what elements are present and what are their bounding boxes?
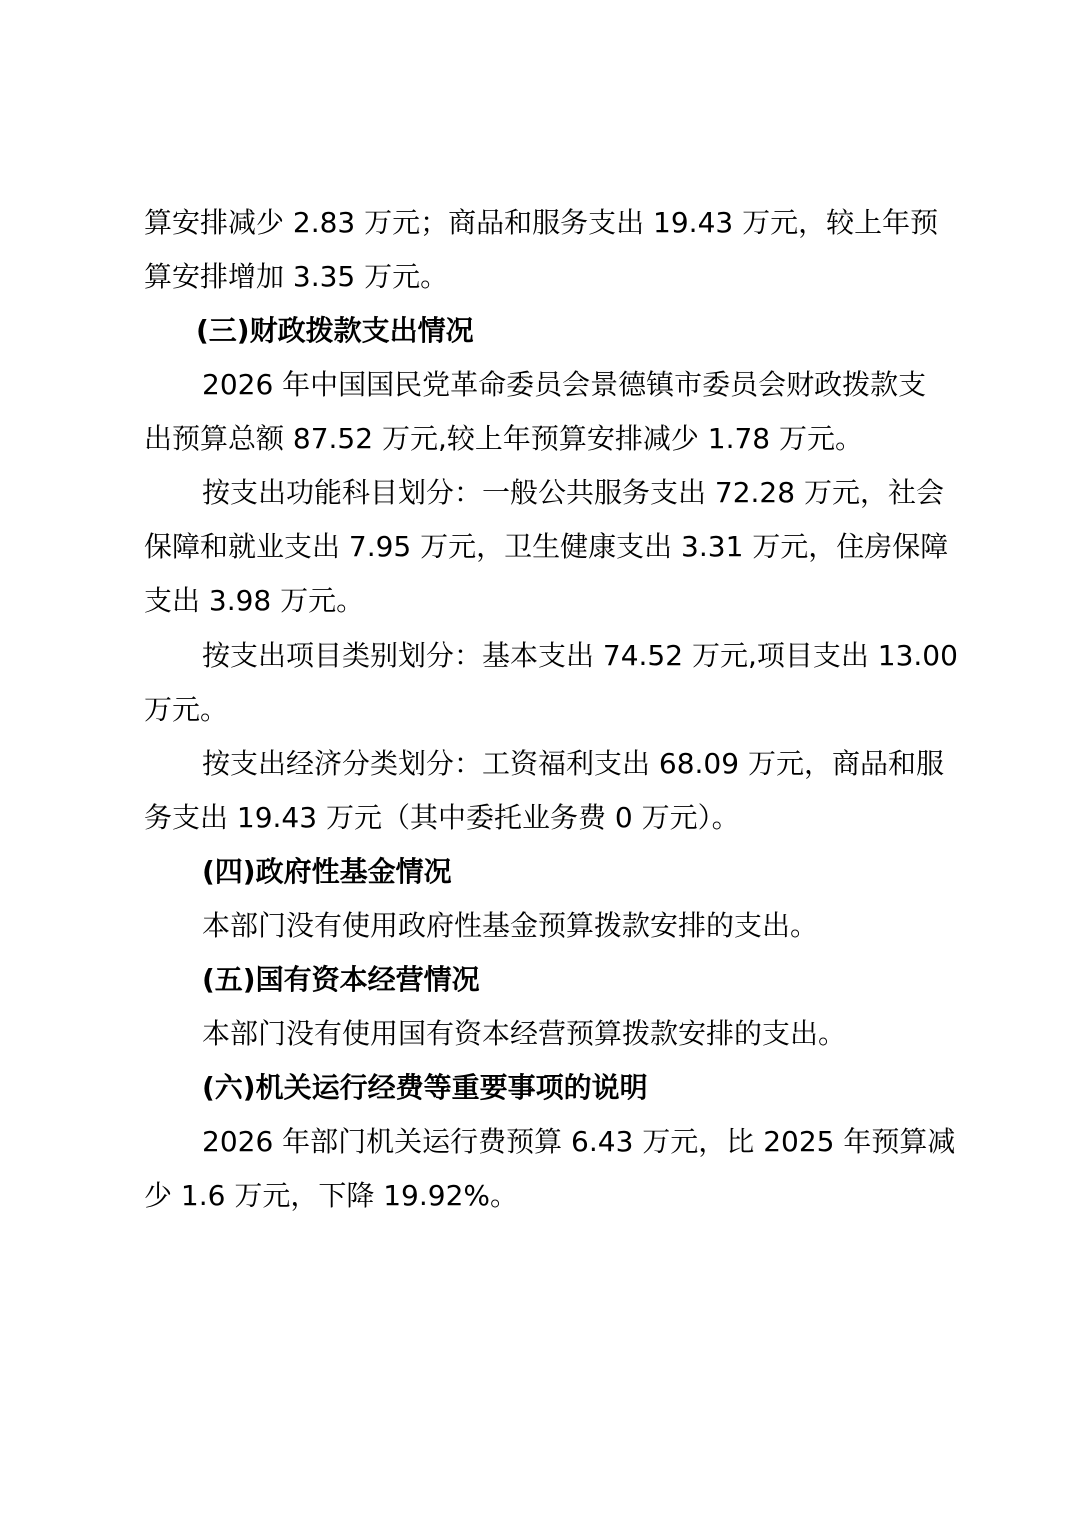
paragraph-line: 本部门没有使用国有资本经营预算拨款安排的支出。 xyxy=(202,1017,847,1050)
section-heading-4: (四)政府性基金情况 xyxy=(202,855,452,888)
section-heading-3: (三)财政拨款支出情况 xyxy=(196,314,474,347)
paragraph-line: 出预算总额 87.52 万元,较上年预算安排减少 1.78 万元。 xyxy=(144,422,864,455)
paragraph-line: 算安排增加 3.35 万元。 xyxy=(144,260,449,293)
paragraph-line: 按支出项目类别划分：基本支出 74.52 万元,项目支出 13.00 xyxy=(202,639,958,672)
paragraph-line: 2026 年部门机关运行费预算 6.43 万元，比 2025 年预算减 xyxy=(202,1125,956,1158)
paragraph-line: 按支出经济分类划分：工资福利支出 68.09 万元，商品和服 xyxy=(202,747,944,780)
paragraph-line: 万元。 xyxy=(144,693,229,726)
paragraph-line: 2026 年中国国民党革命委员会景德镇市委员会财政拨款支 xyxy=(202,368,927,401)
section-heading-5: (五)国有资本经营情况 xyxy=(202,963,480,996)
section-heading-6: (六)机关运行经费等重要事项的说明 xyxy=(202,1071,648,1104)
paragraph-line: 少 1.6 万元，下降 19.92%。 xyxy=(144,1179,518,1212)
paragraph-line: 保障和就业支出 7.95 万元，卫生健康支出 3.31 万元，住房保障 xyxy=(144,530,949,563)
paragraph-line: 算安排减少 2.83 万元；商品和服务支出 19.43 万元，较上年预 xyxy=(144,206,939,239)
paragraph-line: 按支出功能科目划分：一般公共服务支出 72.28 万元，社会 xyxy=(202,476,944,509)
paragraph-line: 务支出 19.43 万元（其中委托业务费 0 万元）。 xyxy=(144,801,740,834)
paragraph-line: 支出 3.98 万元。 xyxy=(144,584,365,617)
paragraph-line: 本部门没有使用政府性基金预算拨款安排的支出。 xyxy=(202,909,819,942)
